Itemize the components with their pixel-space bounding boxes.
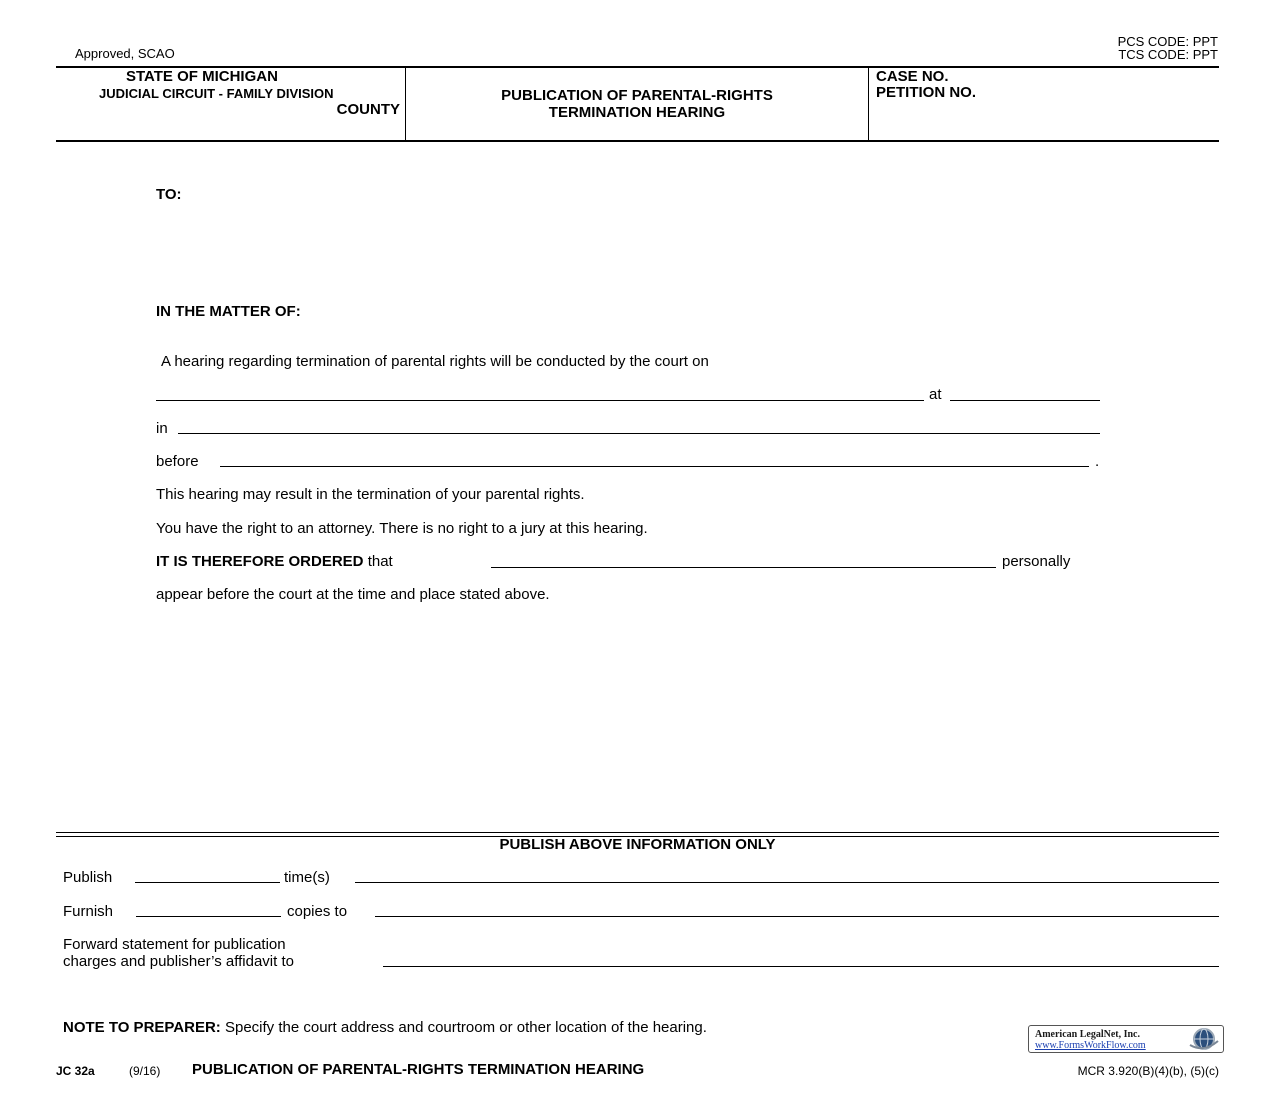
circuit-label: JUDICIAL CIRCUIT - FAMILY DIVISION (99, 86, 334, 101)
petition-no-field[interactable] (1020, 84, 1215, 102)
copies-label: copies to (287, 903, 348, 920)
hearing-before-line (220, 466, 1089, 467)
ordered-party-field[interactable] (491, 549, 996, 567)
ordered-party-line (491, 567, 996, 568)
hearing-date-field[interactable] (156, 382, 924, 400)
hearing-location-field[interactable] (178, 415, 1100, 433)
footer-form-title: PUBLICATION OF PARENTAL-RIGHTS TERMINATION HEARING (192, 1061, 645, 1078)
to-label: TO: (156, 186, 182, 203)
furnish-label: Furnish (63, 903, 114, 920)
approved-label: Approved, SCAO (75, 46, 175, 61)
hearing-intro: A hearing regarding termination of parental rights will be conducted by the court on (161, 353, 709, 370)
note-text: Specify the court address and courtroom or other location of the hearing. (224, 1019, 707, 1036)
header-divider-right (868, 67, 869, 141)
appear-text: appear before the court at the time and place stated above. (156, 586, 550, 603)
footer-form-id: JC 32a (56, 1064, 95, 1078)
tcs-code: TCS CODE: PPT (1118, 47, 1218, 62)
hearing-time-line (950, 400, 1100, 401)
publish-count-field[interactable] (135, 864, 280, 882)
logo-company: American LegalNet, Inc. (1035, 1029, 1140, 1040)
publish-label: Publish (63, 869, 113, 886)
case-no-label: CASE NO. (876, 68, 949, 85)
note-label: NOTE TO PREPARER: (63, 1019, 221, 1036)
times-label: time(s) (284, 869, 330, 886)
result-text: This hearing may result in the termination of your parental rights. (156, 486, 585, 503)
copies-to-field[interactable] (375, 898, 1219, 916)
ordered-line (156, 553, 393, 570)
before-period: . (1095, 453, 1100, 470)
state-label: STATE OF MICHIGAN (126, 68, 278, 85)
publish-rule-top (56, 832, 1219, 833)
county-label: COUNTY (336, 101, 400, 118)
forward-to-line (383, 966, 1219, 967)
hearing-before-field[interactable] (220, 448, 1089, 466)
publish-where-field[interactable] (355, 864, 1219, 882)
publish-count-line (135, 882, 280, 883)
form-title-line1: PUBLICATION OF PARENTAL-RIGHTS (501, 87, 773, 104)
ordered-label: IT IS THEREFORE ORDERED (156, 553, 364, 570)
at-label: at (929, 386, 942, 403)
forward-label-line2: charges and publisher’s affidavit to (63, 953, 294, 970)
before-label: before (156, 453, 199, 470)
that-label: that (367, 553, 393, 570)
in-label: in (156, 420, 168, 437)
matter-field[interactable] (365, 303, 1100, 321)
footer-rule: MCR 3.920(B)(4)(b), (5)(c) (1077, 1064, 1219, 1078)
hearing-date-line (156, 400, 924, 401)
publish-where-line (355, 882, 1219, 883)
header-bottom-rule (56, 140, 1219, 142)
matter-label: IN THE MATTER OF: (156, 303, 301, 320)
note-to-preparer (63, 1019, 707, 1036)
personally-label: personally (1002, 553, 1071, 570)
logo-url: www.FormsWorkFlow.com (1035, 1040, 1146, 1051)
globe-icon (1187, 1027, 1221, 1051)
forward-label-line1: Forward statement for publication (63, 936, 286, 953)
pcs-code: PCS CODE: PPT (1117, 34, 1218, 49)
furnish-count-field[interactable] (136, 898, 281, 916)
to-field[interactable] (200, 186, 1100, 276)
furnish-count-line (136, 916, 281, 917)
attorney-text: You have the right to an attorney. There is no right to a jury at this hearing. (156, 520, 648, 537)
footer-revision: (9/16) (129, 1064, 161, 1078)
american-legalnet-logo[interactable] (1028, 1025, 1224, 1053)
hearing-location-line (178, 433, 1100, 434)
copies-to-line (375, 916, 1219, 917)
forward-to-field[interactable] (383, 948, 1219, 966)
form-title-line2: TERMINATION HEARING (548, 104, 726, 121)
publish-heading: PUBLISH ABOVE INFORMATION ONLY (499, 836, 776, 853)
petition-no-label: PETITION NO. (876, 84, 977, 101)
hearing-time-field[interactable] (950, 382, 1100, 400)
